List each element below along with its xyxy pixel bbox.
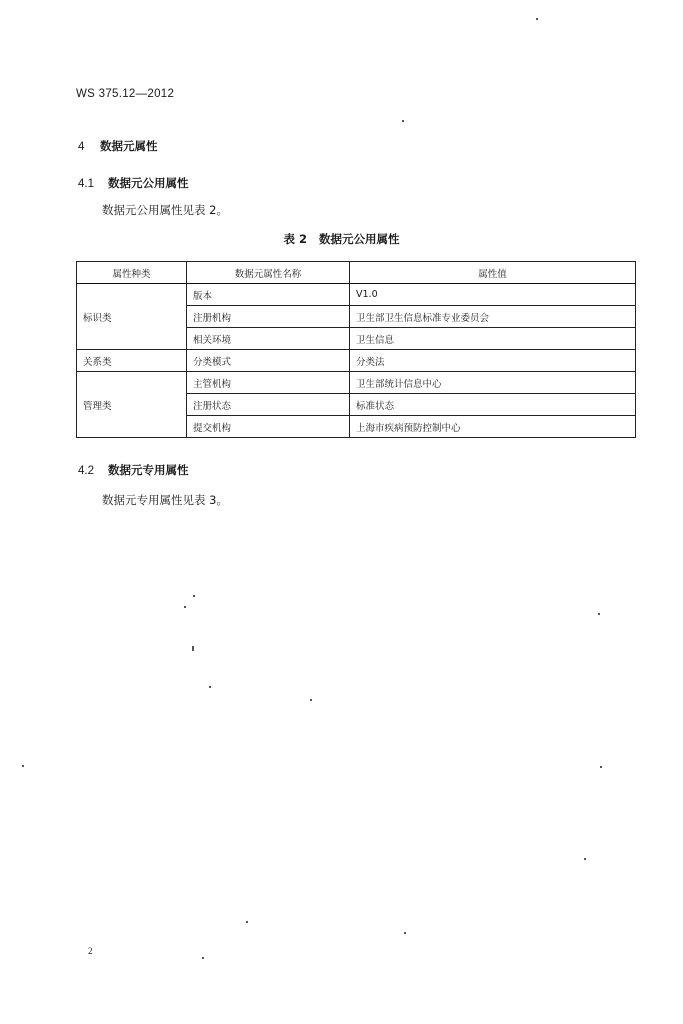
table-caption-title: 数据元公用属性: [319, 232, 400, 246]
table-row: [77, 372, 636, 394]
section-4-1-heading: [78, 175, 189, 191]
scan-speck: [246, 921, 248, 923]
scan-speck: [202, 957, 204, 959]
scan-speck: [600, 766, 602, 768]
scan-speck: [192, 646, 194, 651]
attribute-value-cell: 卫生部统计信息中心: [350, 372, 636, 394]
scan-speck: [584, 858, 586, 860]
scan-speck: [536, 18, 538, 20]
common-attributes-table: [76, 261, 636, 438]
attribute-name-cell: 注册状态: [187, 394, 350, 416]
table-header-row: [77, 262, 636, 284]
scan-speck: [598, 613, 600, 615]
section-4-heading: [78, 138, 158, 154]
scan-speck: [184, 606, 186, 608]
section-4-1-number: 4.1: [78, 178, 94, 190]
section-4-2-heading: [78, 462, 189, 478]
scan-speck: [404, 932, 406, 934]
attribute-name-cell: 提交机构: [187, 416, 350, 438]
attribute-value-cell: 卫生信息: [350, 328, 636, 350]
section-4-number: 4: [78, 141, 85, 153]
header-attribute-name: 数据元属性名称: [187, 262, 350, 284]
section-4-1-paragraph: 数据元公用属性见表 2。: [102, 203, 228, 217]
table-row: [77, 350, 636, 372]
section-4-title: 数据元属性: [100, 139, 158, 153]
attribute-name-cell: 分类模式: [187, 350, 350, 372]
attribute-name-cell: 相关环境: [187, 328, 350, 350]
attribute-value-cell: 分类法: [350, 350, 636, 372]
scan-speck: [310, 699, 312, 701]
page-number: 2: [88, 946, 93, 956]
attribute-value-cell: 上海市疾病预防控制中心: [350, 416, 636, 438]
header-category: 属性种类: [77, 262, 187, 284]
attribute-value-cell: 标准状态: [350, 394, 636, 416]
header-attribute-value: 属性值: [350, 262, 636, 284]
section-4-1-title: 数据元公用属性: [108, 176, 189, 190]
section-4-2-paragraph: 数据元专用属性见表 3。: [102, 493, 228, 507]
table-caption: [0, 231, 683, 247]
table-caption-number: 表 2: [283, 232, 307, 246]
scan-speck: [193, 595, 195, 597]
section-4-2-number: 4.2: [78, 465, 94, 477]
table-row: [77, 284, 636, 306]
scan-speck: [209, 686, 211, 688]
scan-speck: [402, 120, 404, 122]
attribute-name-cell: 注册机构: [187, 306, 350, 328]
category-cell: 关系类: [77, 350, 187, 372]
attribute-name-cell: 版本: [187, 284, 350, 306]
category-cell: 管理类: [77, 372, 187, 438]
section-4-2-title: 数据元专用属性: [108, 463, 189, 477]
standard-code: WS 375.12—2012: [76, 88, 175, 100]
attribute-value-cell: 卫生部卫生信息标准专业委员会: [350, 306, 636, 328]
attribute-name-cell: 主管机构: [187, 372, 350, 394]
attribute-value-cell: V1.0: [350, 284, 636, 306]
category-cell: 标识类: [77, 284, 187, 350]
scan-speck: [22, 765, 24, 767]
